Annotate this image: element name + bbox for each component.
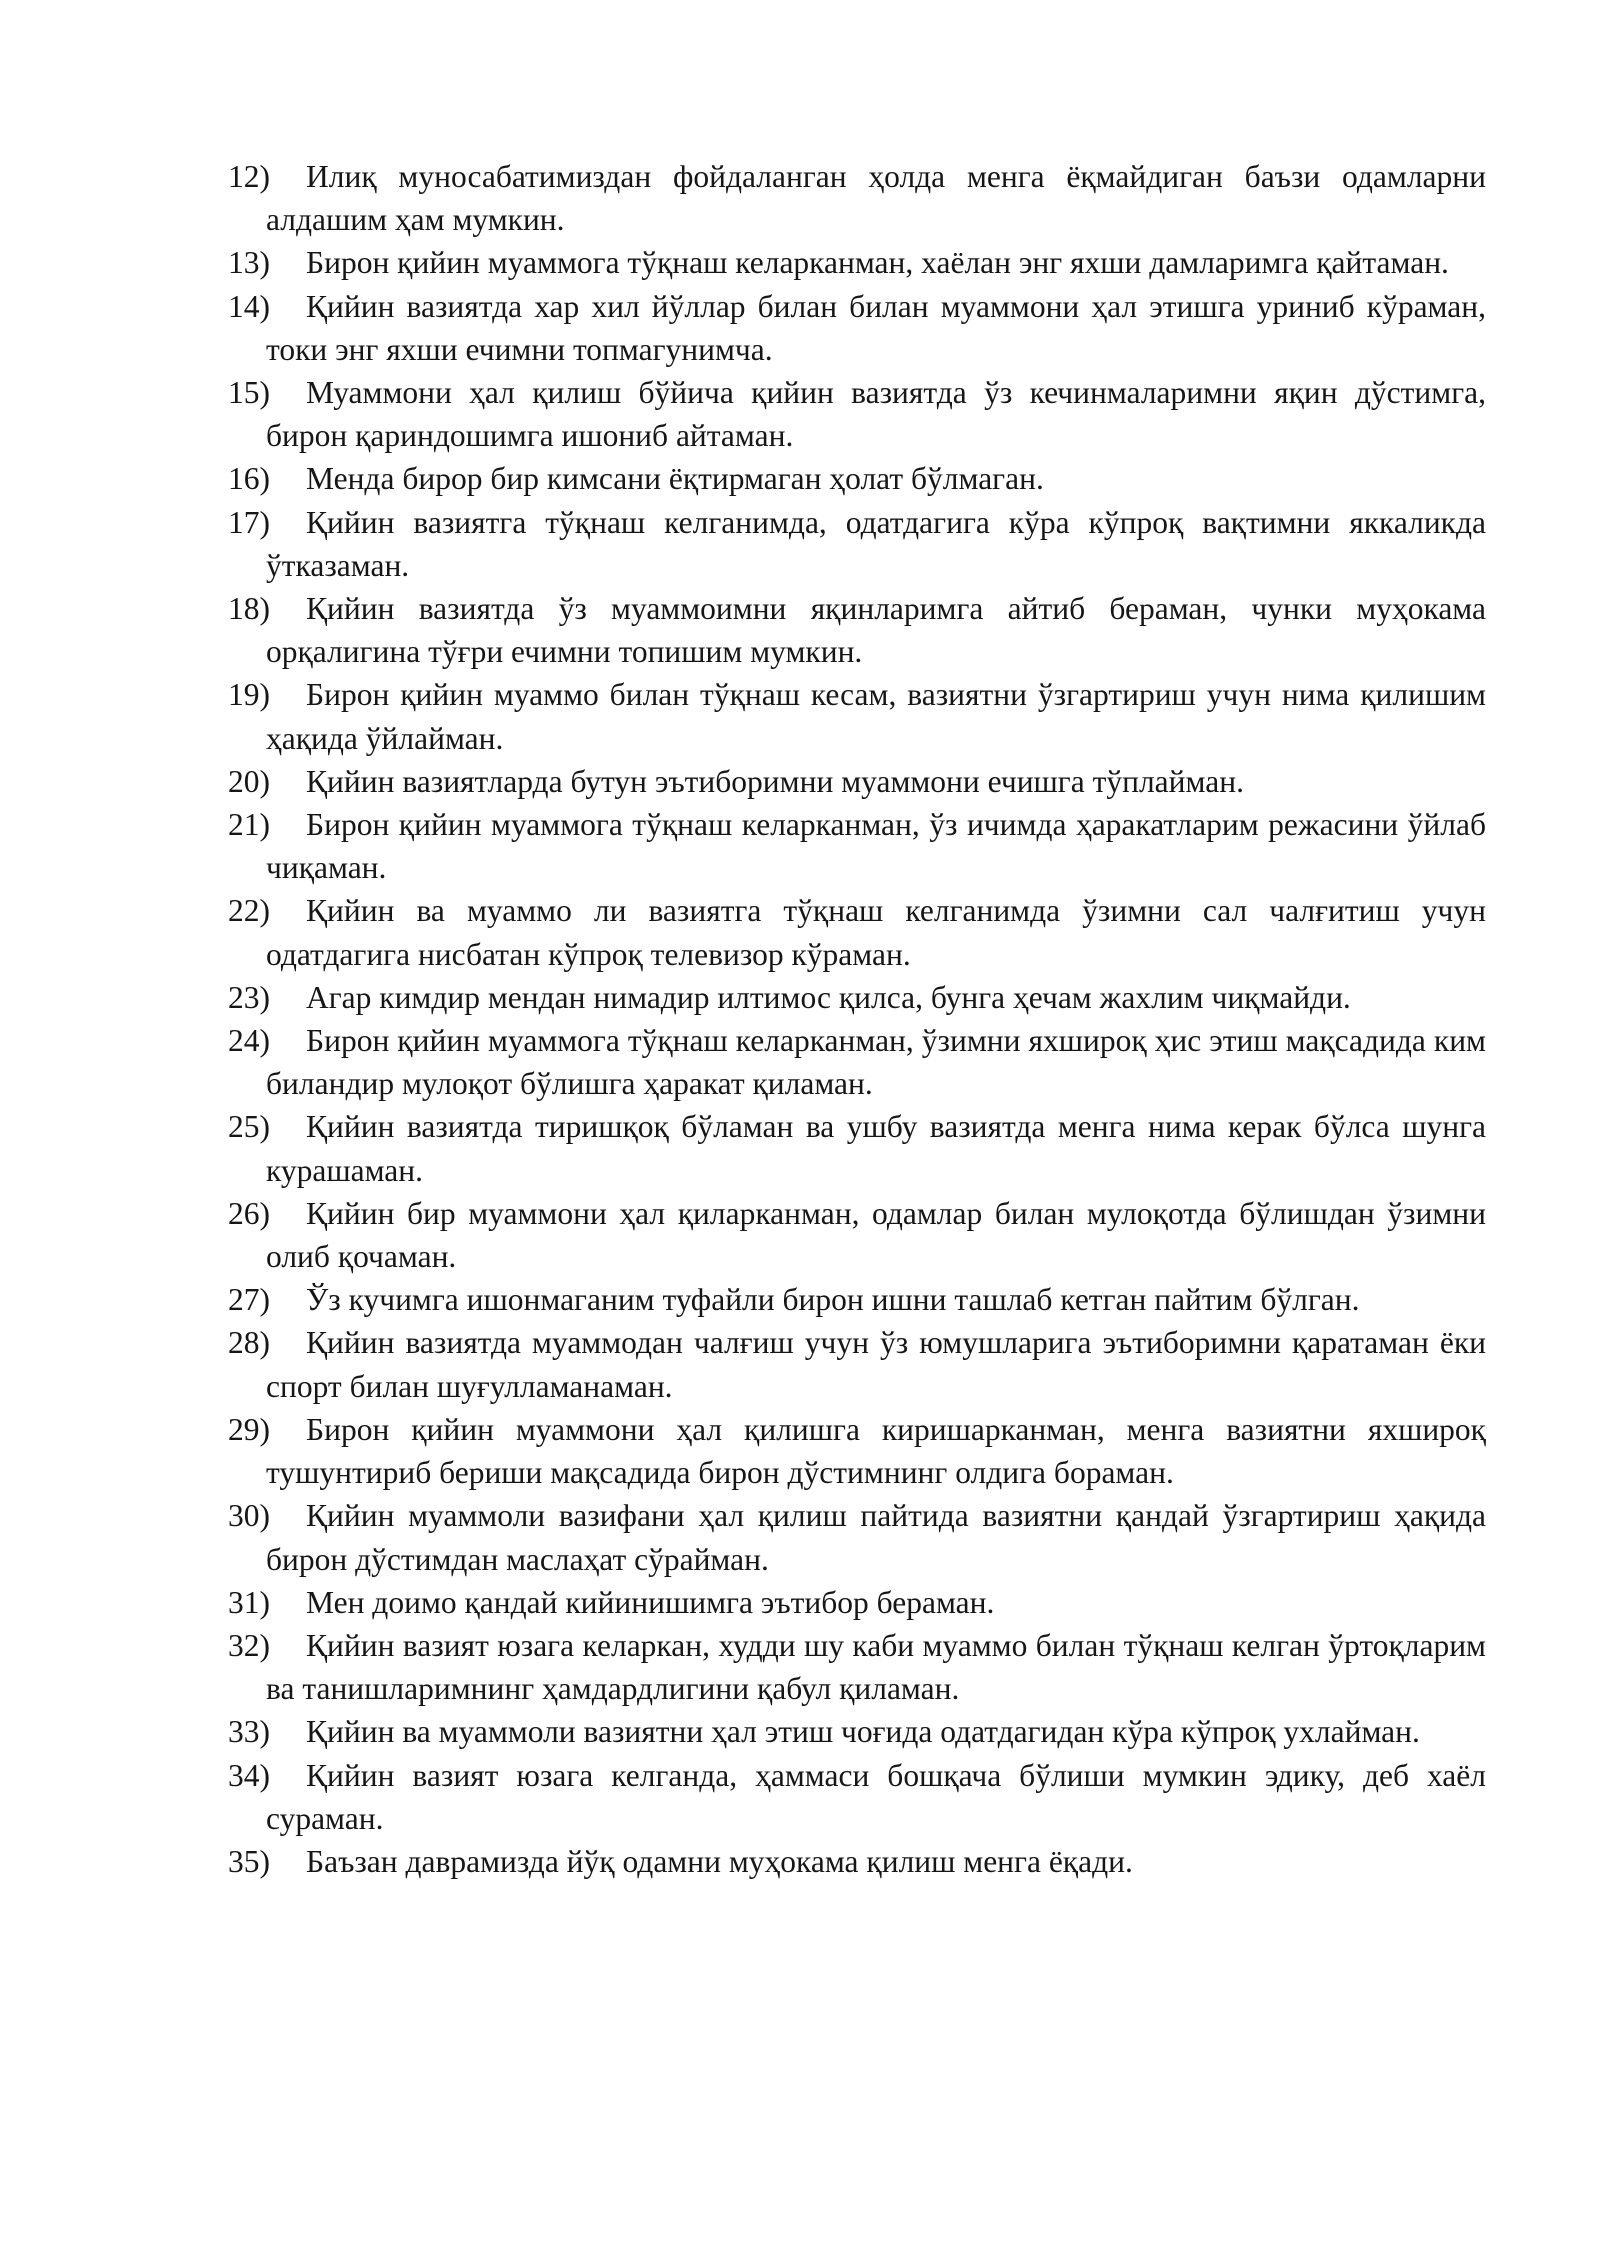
list-item: [228, 1840, 1486, 1883]
item-number: 14): [228, 288, 270, 324]
list-item: [228, 1192, 1486, 1278]
item-text: Бирон қийин муаммога тўқнаш келарканман, ўзимни яхшироқ ҳис этиш мақсадида ким биландир мулоқот бўлишга ҳаракат қиламан.: [266, 1023, 1486, 1102]
item-number: 31): [228, 1584, 270, 1620]
item-text: Бирон қийин муаммони ҳал қилишга киришарканман, менга вазиятни яхшироқ тушунтириб бериши мақсадида бирон дўстимнинг олдига бораман.: [266, 1411, 1486, 1491]
item-number: 32): [228, 1627, 270, 1663]
item-number: 17): [228, 504, 270, 540]
list-item: [228, 587, 1486, 673]
list-item: [228, 1754, 1486, 1840]
item-number: 27): [228, 1282, 270, 1318]
item-number: 21): [228, 807, 270, 843]
item-text: Қийин вазият юзага келаркан, худди шу каби муаммо билан тўқнаш келган ўртоқларим ва танишларимнинг ҳамдардлигини қабул қиламан.: [266, 1627, 1486, 1707]
item-text: Қийин вазият юзага келганда, ҳаммаси бошқача бўлиши мумкин эдику, деб хаёл сураман.: [266, 1757, 1486, 1836]
list-item: [228, 1494, 1486, 1580]
item-number: 30): [228, 1498, 270, 1534]
item-text: Қийин вазиятда хар хил йўллар билан билан муаммони ҳал этишга уриниб кўраман, токи энг яхши ечимни топмагунимча.: [266, 288, 1486, 367]
item-number: 12): [228, 159, 270, 194]
item-number: 25): [228, 1109, 270, 1145]
list-item: [228, 889, 1486, 975]
item-text: Муаммони ҳал қилиш бўйича қийин вазиятда ўз кечинмаларимни яқин дўстимга, бирон қариндошимга ишониб айтаман.: [266, 375, 1486, 454]
item-text: Бирон қийин муаммога тўқнаш келарканман, ўз ичимда ҳаракатларим режасини ўйлаб чиқаман.: [266, 807, 1486, 886]
item-text: Қийин муаммоли вазифани ҳал қилиш пайтида вазиятни қандай ўзгартириш ҳақида бирон дўстимдан маслаҳат сўрайман.: [266, 1498, 1486, 1577]
list-item: [228, 1581, 1486, 1624]
item-text: Илиқ муносабатимиздан фойдаланган ҳолда менга ёқмайдиган баъзи одамларни алдашим ҳам мумкин.: [266, 159, 1486, 238]
item-text: Қийин вазиятга тўқнаш келганимда, одатдагига кўра кўпроқ вақтимни яккаликда ўтказаман.: [266, 504, 1486, 583]
item-number: 34): [228, 1757, 270, 1793]
list-item: [228, 673, 1486, 759]
list-item: [228, 1624, 1486, 1710]
item-number: 13): [228, 245, 270, 281]
item-text: Ўз кучимга ишонмаганим туфайли бирон ишни ташлаб кетган пайтим бўлган.: [306, 1282, 1360, 1318]
item-number: 26): [228, 1195, 270, 1231]
item-text: Баъзан даврамизда йўқ одамни муҳокама қилиш менга ёқади.: [306, 1843, 1133, 1879]
item-number: 29): [228, 1411, 270, 1447]
item-number: 22): [228, 893, 270, 929]
list-item: [228, 1105, 1486, 1191]
item-number: 20): [228, 763, 270, 799]
list-item: [228, 285, 1486, 371]
item-text: Қийин вазиятда муаммодан чалғиш учун ўз юмушларига эътиборимни қаратаман ёки спорт билан шуғулламанаман.: [266, 1325, 1486, 1404]
list-item: [228, 241, 1486, 284]
item-number: 23): [228, 979, 270, 1015]
item-text: Қийин ва муаммо ли вазиятга тўқнаш келганимда ўзимни сал чалғитиш учун одатдагига нисбатан кўпроқ телевизор кўраман.: [266, 893, 1486, 972]
list-item: [228, 457, 1486, 500]
questionnaire-list: [228, 155, 1486, 1883]
item-number: 16): [228, 461, 270, 497]
item-text: Қийин бир муаммони ҳал қиларканман, одамлар билан мулоқотда бўлишдан ўзимни олиб қочаман.: [266, 1195, 1486, 1275]
item-number: 28): [228, 1325, 270, 1361]
list-item: [228, 760, 1486, 803]
item-text: Бирон қийин муаммо билан тўқнаш кесам, вазиятни ўзгартириш учун нима қилишим ҳақида ўйлайман.: [266, 677, 1486, 756]
item-number: 33): [228, 1714, 270, 1750]
list-item: [228, 1019, 1486, 1105]
item-text: Агар кимдир мендан нимадир илтимос қилса, бунга ҳечам жахлим чиқмайди.: [306, 979, 1351, 1015]
list-item: [228, 155, 1486, 241]
item-text: Қийин ва муаммоли вазиятни ҳал этиш чоғида одатдагидан кўра кўпроқ ухлайман.: [306, 1714, 1420, 1750]
item-number: 15): [228, 375, 270, 411]
item-number: 35): [228, 1843, 270, 1879]
list-item: [228, 1321, 1486, 1407]
list-item: [228, 1710, 1486, 1753]
item-text: Қийин вазиятда тиришқоқ бўламан ва ушбу вазиятда менга нима керак бўлса шунга курашаман.: [266, 1109, 1486, 1188]
list-item: [228, 501, 1486, 587]
list-item: [228, 976, 1486, 1019]
item-text: Бирон қийин муаммога тўқнаш келарканман, хаёлан энг яхши дамларимга қайтаман.: [306, 245, 1449, 281]
list-item: [228, 371, 1486, 457]
item-text: Қийин вазиятда ўз муаммоимни яқинларимга айтиб бераман, чунки муҳокама орқалигина тўғри ечимни топишим мумкин.: [266, 591, 1486, 670]
item-text: Мен доимо қандай кийинишимга эътибор бераман.: [306, 1584, 995, 1620]
list-item: [228, 1408, 1486, 1494]
list-item: [228, 803, 1486, 889]
item-number: 18): [228, 591, 270, 627]
item-text: Менда бирор бир кимсани ёқтирмаган ҳолат бўлмаган.: [306, 461, 1044, 497]
item-text: Қийин вазиятларда бутун эътиборимни муаммони ечишга тўплайман.: [306, 763, 1244, 799]
list-item: [228, 1278, 1486, 1321]
item-number: 19): [228, 677, 270, 713]
item-number: 24): [228, 1023, 270, 1059]
